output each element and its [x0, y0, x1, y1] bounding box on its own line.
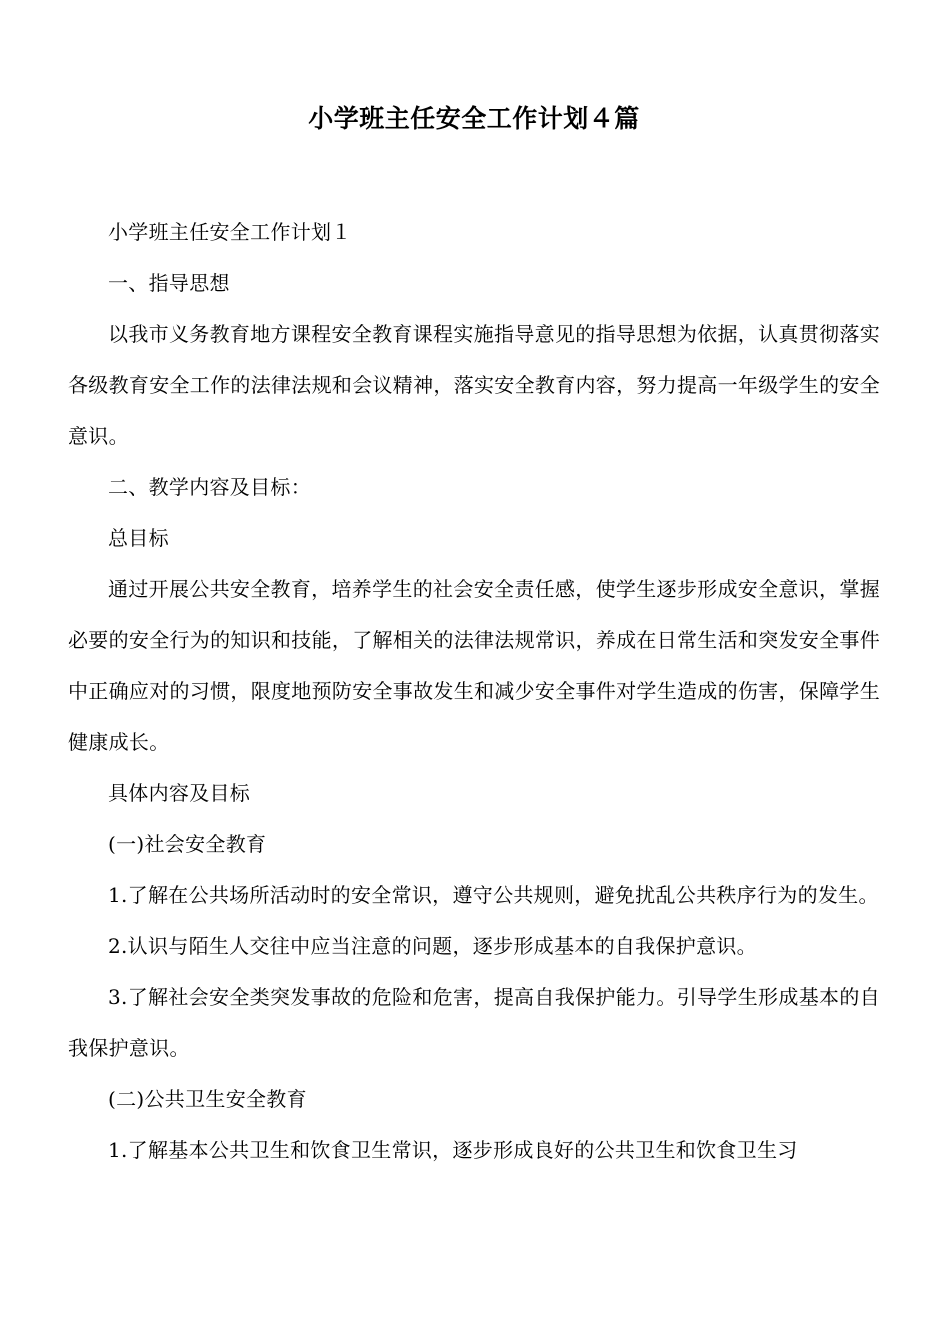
paragraph-social-item-3: 3.了解社会安全类突发事故的危险和危害，提高自我保护能力。引导学生形成基本的自我保护意识。: [68, 985, 880, 1060]
paragraph-section-1: 一、指导思想: [108, 271, 230, 295]
paragraph-specific-heading: 具体内容及目标: [108, 781, 251, 805]
paragraph-plan-heading: 小学班主任安全工作计划１: [108, 220, 352, 244]
paragraph-social-safety-heading: (一)社会安全教育: [108, 832, 267, 856]
paragraph-social-item-2: 2.认识与陌生人交往中应当注意的问题，逐步形成基本的自我保护意识。: [108, 934, 757, 958]
paragraph-overall-goal-heading: 总目标: [108, 526, 169, 550]
paragraph-social-item-1: 1.了解在公共场所活动时的安全常识，遵守公共规则，避免扰乱公共秩序行为的发生。: [108, 883, 879, 907]
document-body: [68, 207, 880, 1176]
paragraph-overall-goal: 通过开展公共安全教育，培养学生的社会安全责任感，使学生逐步形成安全意识，掌握必要的安全行为的知识和技能，了解相关的法律法规常识，养成在日常生活和突发安全事件中正确应对的习惯，限度地预防安全事故发生和减少安全事件对学生造成的伤害，保障学生健康成长。: [68, 577, 880, 754]
paragraph-section-2: 二、教学内容及目标：: [108, 475, 311, 499]
paragraph-guiding-idea: 以我市义务教育地方课程安全教育课程实施指导意见的指导思想为依据，认真贯彻落实各级教育安全工作的法律法规和会议精神，落实安全教育内容，努力提高一年级学生的安全意识。: [68, 322, 880, 448]
document-title: 小学班主任安全工作计划４篇: [308, 104, 640, 133]
paragraph-hygiene-item-1: 1.了解基本公共卫生和饮食卫生常识，逐步形成良好的公共卫生和饮食卫生习: [108, 1138, 798, 1162]
paragraph-hygiene-heading: (二)公共卫生安全教育: [108, 1087, 307, 1111]
